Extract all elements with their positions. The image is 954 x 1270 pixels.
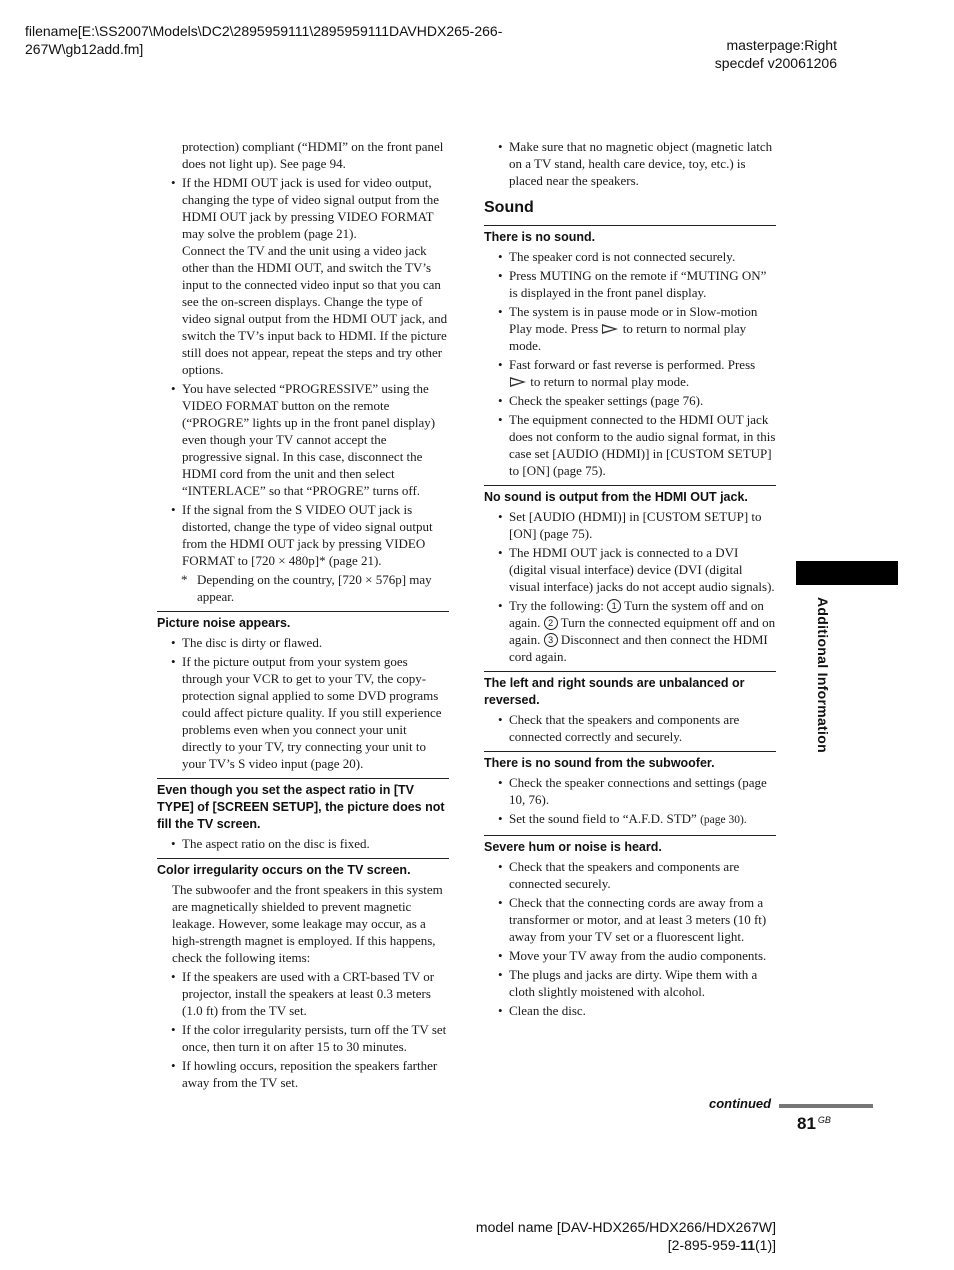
list-item <box>484 597 776 665</box>
continued-bar <box>779 1104 873 1108</box>
section-color-irregularity <box>157 858 449 1091</box>
section-title: The left and right sounds are unbalanced or reversed. <box>484 676 745 707</box>
list-item-text: to return to normal play mode. <box>530 374 690 389</box>
section-title: No sound is output from the HDMI OUT jack. <box>484 490 748 504</box>
section-list <box>484 711 776 745</box>
section-hum-noise <box>484 835 776 1019</box>
section-title: Color irregularity occurs on the TV screen. <box>157 863 411 877</box>
list-item: • If howling occurs, reposition the speakers farther away from the TV set. <box>157 1057 449 1091</box>
list-item: • If the speakers are used with a CRT-based TV or projector, install the speakers at least 0.3 meters (1.0 ft) from the TV set. <box>157 968 449 1019</box>
list-item-text: Set the sound field to “A.F.D. STD” <box>509 811 697 826</box>
sound-heading: Sound <box>484 199 534 216</box>
section-title: Even though you set the aspect ratio in [TV TYPE] of [SCREEN SETUP], the picture does not fill the TV screen. <box>157 783 445 831</box>
section-list <box>157 835 449 852</box>
right-column <box>484 138 776 1021</box>
page-number-value: 81 <box>797 1114 816 1133</box>
list-item: • The speaker cord is not connected securely. <box>484 248 776 265</box>
list-item: protection) compliant (“HDMI” on the front panel does not light up). See page 94. <box>182 139 444 171</box>
list-item-text: Disconnect and then connect the HDMI cord again. <box>509 632 768 664</box>
page-reference: (page 30). <box>700 814 747 826</box>
section-unbalanced <box>484 671 776 745</box>
specdef-label: specdef v20061206 <box>714 55 837 71</box>
list-item-text: to return to normal play mode. <box>509 321 747 353</box>
footer <box>476 1218 776 1254</box>
footer-code-pre: [2-895-959- <box>667 1237 741 1253</box>
section-list <box>484 774 776 829</box>
step-number-3-icon: 3 <box>544 633 558 647</box>
list-item: • Check that the connecting cords are away from a transformer or motor, and at least 3 meters (10 ft) away from your TV set or a fluorescent light. <box>484 894 776 945</box>
footnote <box>157 571 449 605</box>
play-icon <box>510 377 526 387</box>
list-item <box>484 303 776 354</box>
step-number-1-icon: 1 <box>607 599 621 613</box>
footnote-text: Depending on the country, [720 × 576p] may appear. <box>197 572 432 604</box>
continued-label: continued <box>709 1096 772 1111</box>
list-item: • The disc is dirty or flawed. <box>157 634 449 651</box>
list-item <box>157 174 449 378</box>
footer-code-post: (1)] <box>755 1237 776 1253</box>
section-subwoofer <box>484 751 776 829</box>
list-item-text: Turn the system off and on again. <box>509 598 764 630</box>
list-item: • The aspect ratio on the disc is fixed. <box>157 835 449 852</box>
list-item <box>484 810 776 829</box>
header-filename <box>25 22 545 58</box>
section-hdmi-no-sound <box>484 485 776 665</box>
masterpage-label: masterpage:Right <box>726 37 837 53</box>
section-title: There is no sound. <box>484 230 596 244</box>
section-list <box>484 858 776 1019</box>
list-item: • The equipment connected to the HDMI OUT jack does not conform to the audio signal format, in this case set [AUDIO (HDMI)] in [CUSTOM SETUP] to [ON] (page 75). <box>484 411 776 479</box>
right-top-list <box>484 138 776 189</box>
list-item: • Check the speaker connections and settings (page 10, 76). <box>484 774 776 808</box>
list-item: • Check that the speakers and components are connected correctly and securely. <box>484 711 776 745</box>
footer-code-bold: 11 <box>740 1237 755 1253</box>
list-item: • The HDMI OUT jack is connected to a DVI (digital visual interface) device (DVI (digital visual interface) jacks do not accept audio signals). <box>484 544 776 595</box>
list-item <box>484 356 776 390</box>
list-item-text: The system is in pause mode or in Slow-motion Play mode. Press <box>509 304 758 336</box>
list-item-text: Turn the connected equipment off and on again. <box>509 615 776 647</box>
filename-line-2: 267W\gb12add.fm] <box>25 41 144 57</box>
list-item: • You have selected “PROGRESSIVE” using the VIDEO FORMAT button on the remote (“PROGRE” lights up in the front panel display) even though your TV cannot accept the progressive signal. In this case, disconnect the HDMI cord from the unit and then select “INTERLACE” so that “PROGRE” turns off. <box>157 380 449 499</box>
page-number <box>797 1114 831 1134</box>
footer-code <box>476 1236 776 1254</box>
left-top-list <box>157 138 449 569</box>
side-tab-label: Additional Information <box>815 597 831 753</box>
section-aspect-ratio <box>157 778 449 852</box>
list-item: • Check the speaker settings (page 76). <box>484 392 776 409</box>
section-list <box>157 634 449 772</box>
filename-line-1: filename[E:\SS2007\Models\DC2\2895959111\2895959111DAVHDX265-266- <box>25 23 503 39</box>
left-column <box>157 138 449 1093</box>
play-icon <box>602 324 618 334</box>
section-title: There is no sound from the subwoofer. <box>484 756 715 770</box>
section-list <box>484 508 776 665</box>
section-title: Severe hum or noise is heard. <box>484 840 662 854</box>
page-number-suffix: GB <box>817 1115 831 1125</box>
section-no-sound <box>484 225 776 479</box>
section-title: Picture noise appears. <box>157 616 291 630</box>
section-picture-noise <box>157 611 449 772</box>
step-number-2-icon: 2 <box>544 616 558 630</box>
section-intro: The subwoofer and the front speakers in this system are magnetically shielded to prevent magnetic leakage. However, some leakage may occur, as a high-strength magnet is employed. If this happens, check the following items: <box>172 882 443 965</box>
list-item: • Set [AUDIO (HDMI)] in [CUSTOM SETUP] to [ON] (page 75). <box>484 508 776 542</box>
list-item-followup: Connect the TV and the unit using a video jack other than the HDMI OUT, and switch the TV’s input to the connected video input so that you can see the on-screen displays. Change the type of video signal output from the HDMI OUT jack, and switch the TV’s input back to HDMI. If the picture still does not appear, repeat the steps and try other options. <box>182 243 448 377</box>
list-item: • Press MUTING on the remote if “MUTING ON” is displayed in the front panel display. <box>484 267 776 301</box>
header-masterpage <box>715 36 837 72</box>
list-item: • The plugs and jacks are dirty. Wipe them with a cloth slightly moistened with alcohol. <box>484 966 776 1000</box>
list-item-text: Fast forward or fast reverse is performed. Press <box>509 357 756 372</box>
list-item: • Check that the speakers and components are connected securely. <box>484 858 776 892</box>
side-tab-marker <box>796 561 898 585</box>
list-item: • If the picture output from your system goes through your VCR to get to your TV, the copy-protection signal applied to some DVD programs could affect picture quality. If you still experience problems even when you connect your unit directly to your TV, try connecting your unit to your TV’s S video input (page 20). <box>157 653 449 772</box>
section-list <box>484 248 776 479</box>
list-item: • If the signal from the S VIDEO OUT jack is distorted, change the type of video signal output from the HDMI OUT jack by pressing VIDEO FORMAT to [720 × 480p]* (page 21). <box>157 501 449 569</box>
footer-model: model name [DAV-HDX265/HDX266/HDX267W] <box>475 1219 776 1235</box>
list-item-text: Try the following: <box>509 598 604 613</box>
section-list <box>157 968 449 1091</box>
list-item: • Move your TV away from the audio components. <box>484 947 776 964</box>
list-item: • If the color irregularity persists, turn off the TV set once, then turn it on after 15 to 30 minutes. <box>157 1021 449 1055</box>
list-item: • Clean the disc. <box>484 1002 776 1019</box>
footnote-mark: * <box>181 572 188 587</box>
list-item-text: If the HDMI OUT jack is used for video output, changing the type of video signal output from the HDMI OUT jack by pressing VIDEO FORMAT may solve the problem (page 21). <box>182 175 440 241</box>
list-item: • Make sure that no magnetic object (magnetic latch on a TV stand, health care device, toy, etc.) is placed near the speakers. <box>484 138 776 189</box>
